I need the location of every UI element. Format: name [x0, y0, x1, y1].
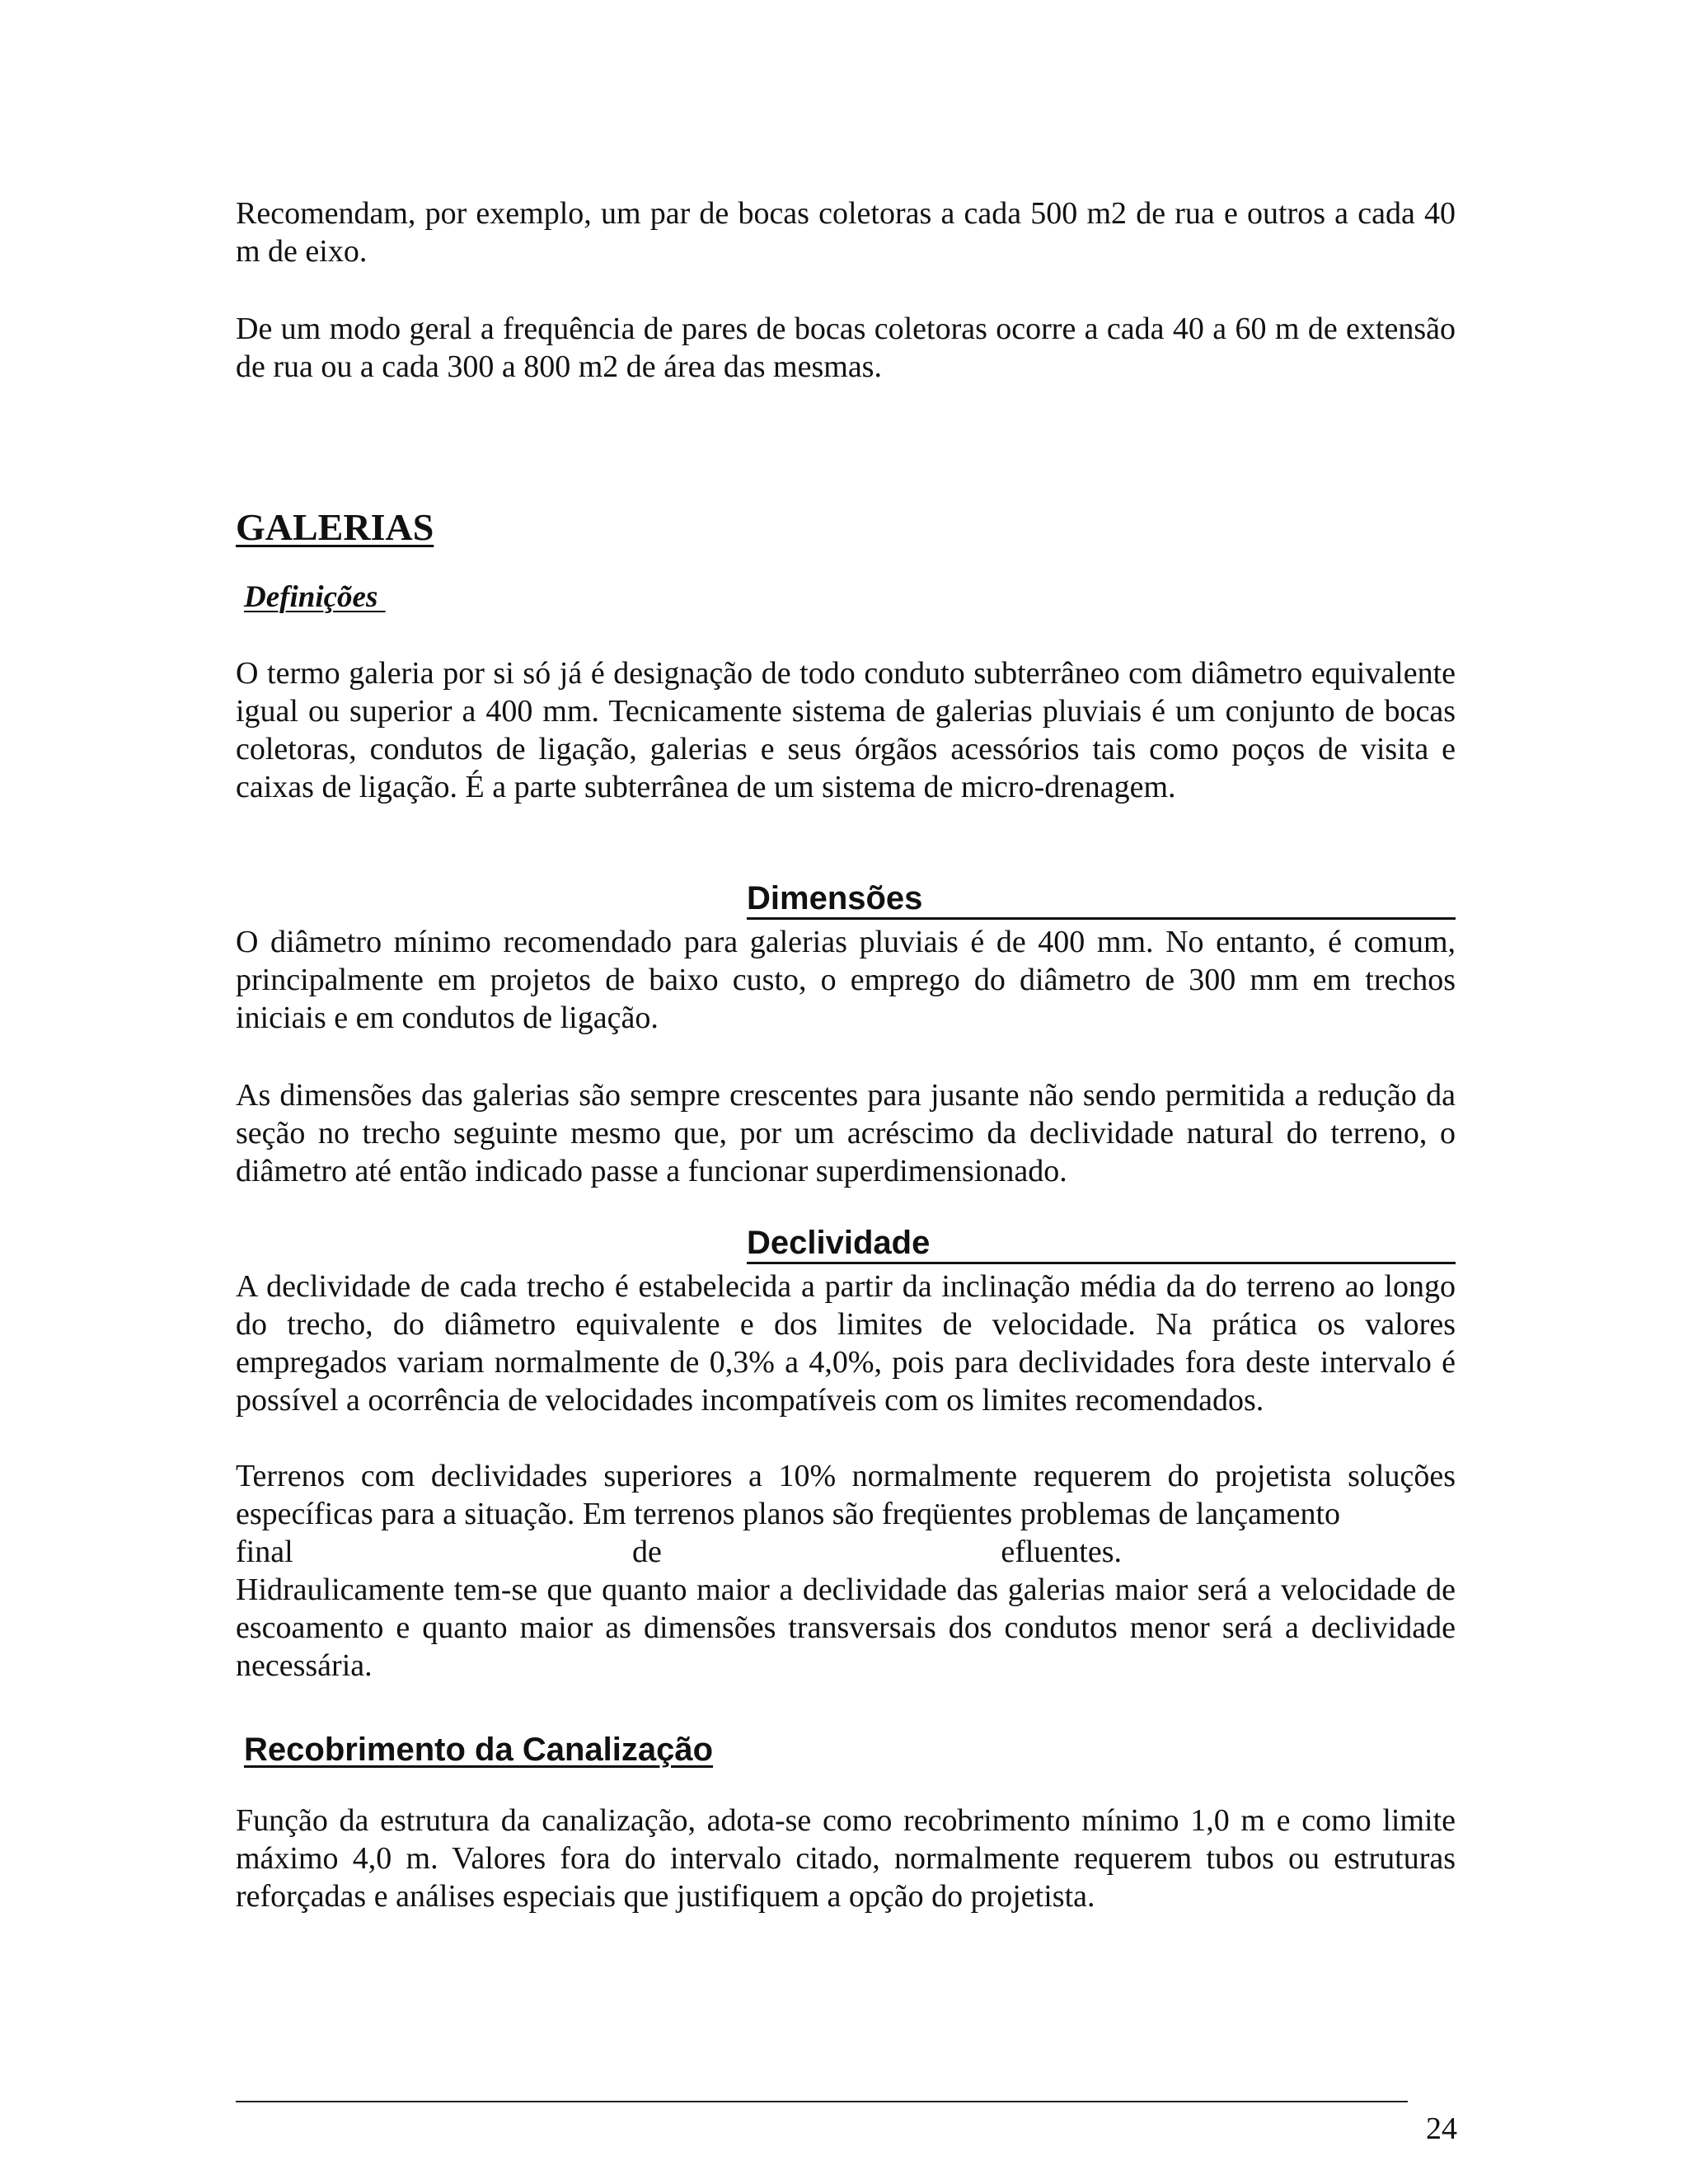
line-word: de: [632, 1535, 662, 1569]
definition-paragraph: O termo galeria por si só já é designação de todo conduto subterrâneo com diâmetro equivalente igual ou superior a 400 mm. Tecnicamente sistema de galerias pluviais é um conjunto de bocas coletoras, condutos de ligação, galerias e seus órgãos acessórios tais como poços de visita e caixas de ligação. É a parte subterrânea de um sistema de micro-drenagem.: [236, 656, 1456, 804]
section-title-galerias: GALERIAS: [236, 506, 434, 548]
page-number: 24: [1426, 2111, 1457, 2146]
declividade-paragraph-1: A declividade de cada trecho é estabelecida a partir da inclinação média da do terreno ao longo do trecho, do diâmetro equivalente e dos limites de velocidade. Na prática os valores empregados variam normalmente de 0,3% a 4,0%, pois para declividades fora deste intervalo é possível a ocorrência de velocidades incompatíveis com os limites recomendados.: [236, 1269, 1456, 1418]
line-word: final: [236, 1535, 293, 1569]
section-heading-declividade: Declividade: [747, 1225, 1456, 1264]
declividade-justified-line: [236, 1533, 1456, 1571]
dimensoes-paragraph-1: O diâmetro mínimo recomendado para galerias pluviais é de 400 mm. No entanto, é comum, principalmente em projetos de baixo custo, o emprego do diâmetro de 300 mm em trechos iniciais e em condutos de ligação.: [236, 925, 1456, 1035]
dimensoes-paragraph-2: As dimensões das galerias são sempre crescentes para jusante não sendo permitida a redução da seção no trecho seguinte mesmo que, por um acréscimo da declividade natural do terreno, o diâmetro até então indicado passe a funcionar superdimensionado.: [236, 1078, 1456, 1188]
intro-paragraph-2: De um modo geral a frequência de pares de bocas coletoras ocorre a cada 40 a 60 m de extensão de rua ou a cada 300 a 800 m2 de área das mesmas.: [236, 312, 1456, 384]
section-heading-dimensoes: Dimensões: [747, 880, 1456, 920]
intro-paragraph-1: Recomendam, por exemplo, um par de bocas coletoras a cada 500 m2 de rua e outros a cada 40 m de eixo.: [236, 196, 1456, 269]
line-word: efluentes.: [1001, 1535, 1122, 1569]
subsection-title-definicoes: Definições: [244, 580, 386, 614]
footer-divider: [236, 2101, 1408, 2102]
recobrimento-paragraph: Função da estrutura da canalização, adota-se como recobrimento mínimo 1,0 m e como limite máximo 4,0 m. Valores fora do intervalo citado, normalmente requerem tubos ou estruturas reforçadas e análises especiais que justifiquem a opção do projetista.: [236, 1803, 1456, 1914]
declividade-paragraph-2: Terrenos com declividades superiores a 10% normalmente requerem do projetista soluções específicas para a situação. Em terrenos planos são freqüentes problemas de lançamento: [236, 1459, 1456, 1531]
declividade-paragraph-3: Hidraulicamente tem-se que quanto maior a declividade das galerias maior será a velocidade de escoamento e quanto maior as dimensões transversais dos condutos menor será a declividade necessária.: [236, 1572, 1456, 1683]
section-heading-recobrimento: Recobrimento da Canalização: [244, 1732, 714, 1768]
